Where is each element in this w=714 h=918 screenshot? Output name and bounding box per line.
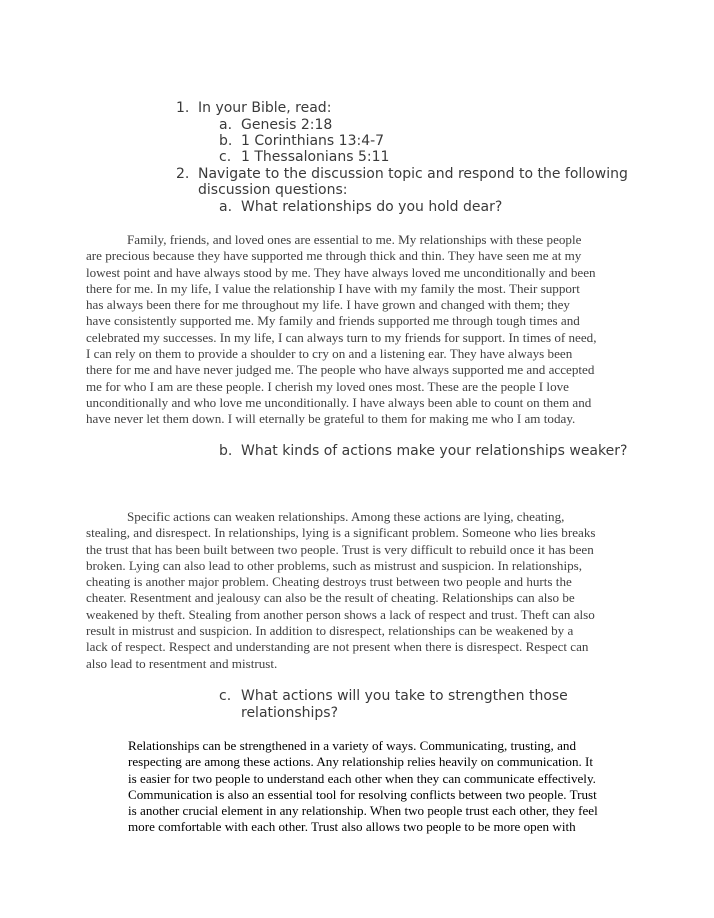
paragraph-line: result in mistrust and suspicion. In addition to disrespect, relationships can be weakened by a xyxy=(86,623,574,639)
paragraph-line: me for who I am are these people. I cherish my loved ones most. These are the people I love xyxy=(86,378,569,394)
paragraph-line: are precious because they have supported me through thick and thin. They have seen me at my xyxy=(86,248,582,264)
paragraph-line: is easier for two people to understand each other when they can communicate effectively. xyxy=(128,770,596,786)
question-c-heading-line-2: relationships? xyxy=(241,705,339,721)
reading-corinthians: 1 Corinthians 13:4-7 xyxy=(241,133,385,149)
paragraph-line: has always been there for me throughout my life. I have grown and changed with them; they xyxy=(86,297,570,313)
question-b-heading: What kinds of actions make your relationships weaker? xyxy=(241,443,628,459)
paragraph-line: stealing, and disrespect. In relationships, lying is a significant problem. Someone who lies breaks xyxy=(86,525,596,541)
list-item-2-line-1: Navigate to the discussion topic and respond to the following xyxy=(198,166,628,182)
question-b-letter: b. xyxy=(219,443,233,459)
paragraph-line: Specific actions can weaken relationships. Among these actions are lying, cheating, xyxy=(127,509,565,524)
paragraph-line: Relationships can be strengthened in a variety of ways. Communicating, trusting, and xyxy=(128,738,577,753)
paragraph-line: I can rely on them to provide a shoulder to cry on and a listening ear. They have always been xyxy=(86,346,573,362)
paragraph-line: Communication is also an essential tool for resolving conflicts between two people. Trust xyxy=(128,786,597,802)
paragraph-line: celebrated my successes. In my life, I can always turn to my friends for support. In times of need, xyxy=(86,329,597,345)
list-number-2: 2. xyxy=(176,166,190,182)
paragraph-line: weakened by theft. Stealing from another person shows a lack of respect and trust. Theft can also xyxy=(86,606,595,622)
paragraph-line: unconditionally and who love me unconditionally. I have always been able to count on them and xyxy=(86,394,592,410)
question-a-heading: What relationships do you hold dear? xyxy=(241,199,503,215)
list-number-1: 1. xyxy=(176,100,190,116)
answer-c-paragraph xyxy=(128,738,598,836)
reading-genesis: Genesis 2:18 xyxy=(241,117,333,133)
reading-thessalonians: 1 Thessalonians 5:11 xyxy=(241,149,390,165)
paragraph-line: have never let them down. I will eternally be grateful to them for making me who I am today. xyxy=(86,411,576,427)
question-c-letter: c. xyxy=(219,688,232,704)
sublist-letter-c: c. xyxy=(219,149,232,165)
paragraph-line: have consistently supported me. My family and friends supported me through tough times and xyxy=(86,313,580,329)
list-item-2-line-2: discussion questions: xyxy=(198,182,348,198)
question-a-letter: a. xyxy=(219,199,233,215)
paragraph-line: Family, friends, and loved ones are essential to me. My relationships with these people xyxy=(127,232,582,247)
paragraph-line: lack of respect. Respect and understanding are not present when there is disrespect. Respect can xyxy=(86,639,589,655)
paragraph-line: there for me. In my life, I value the relationship I have with my family the most. Their support xyxy=(86,280,580,296)
paragraph-line: the trust that has been built between two people. Trust is very difficult to rebuild once it has been xyxy=(86,541,594,557)
paragraph-line: cheating is another major problem. Cheating destroys trust between two people and hurts the xyxy=(86,574,572,590)
paragraph-line: respecting are among these actions. Any relationship relies heavily on communication. It xyxy=(128,754,594,770)
answer-b-paragraph xyxy=(86,509,595,672)
paragraph-line: cheater. Resentment and jealousy can also be the result of cheating. Relationships can also be xyxy=(86,590,575,606)
paragraph-line: lowest point and have always stood by me. They have always loved me unconditionally and been xyxy=(86,264,596,280)
question-c-heading-line-1: What actions will you take to strengthen those xyxy=(241,688,568,704)
list-item-1-text: In your Bible, read: xyxy=(198,100,332,116)
sublist-letter-a: a. xyxy=(219,117,233,133)
paragraph-line: broken. Lying can also lead to other problems, such as mistrust and suspicion. In relationships, xyxy=(86,557,583,573)
answer-a-paragraph xyxy=(86,232,597,428)
paragraph-line: more comfortable with each other. Trust also allows two people to be more open with xyxy=(128,819,576,835)
sublist-letter-b: b. xyxy=(219,133,233,149)
paragraph-line: there for me and have never judged me. The people who have always supported me and accepted xyxy=(86,362,595,378)
paragraph-line: also lead to resentment and mistrust. xyxy=(86,655,278,671)
paragraph-line: is another crucial element in any relationship. When two people trust each other, they feel xyxy=(128,803,598,819)
